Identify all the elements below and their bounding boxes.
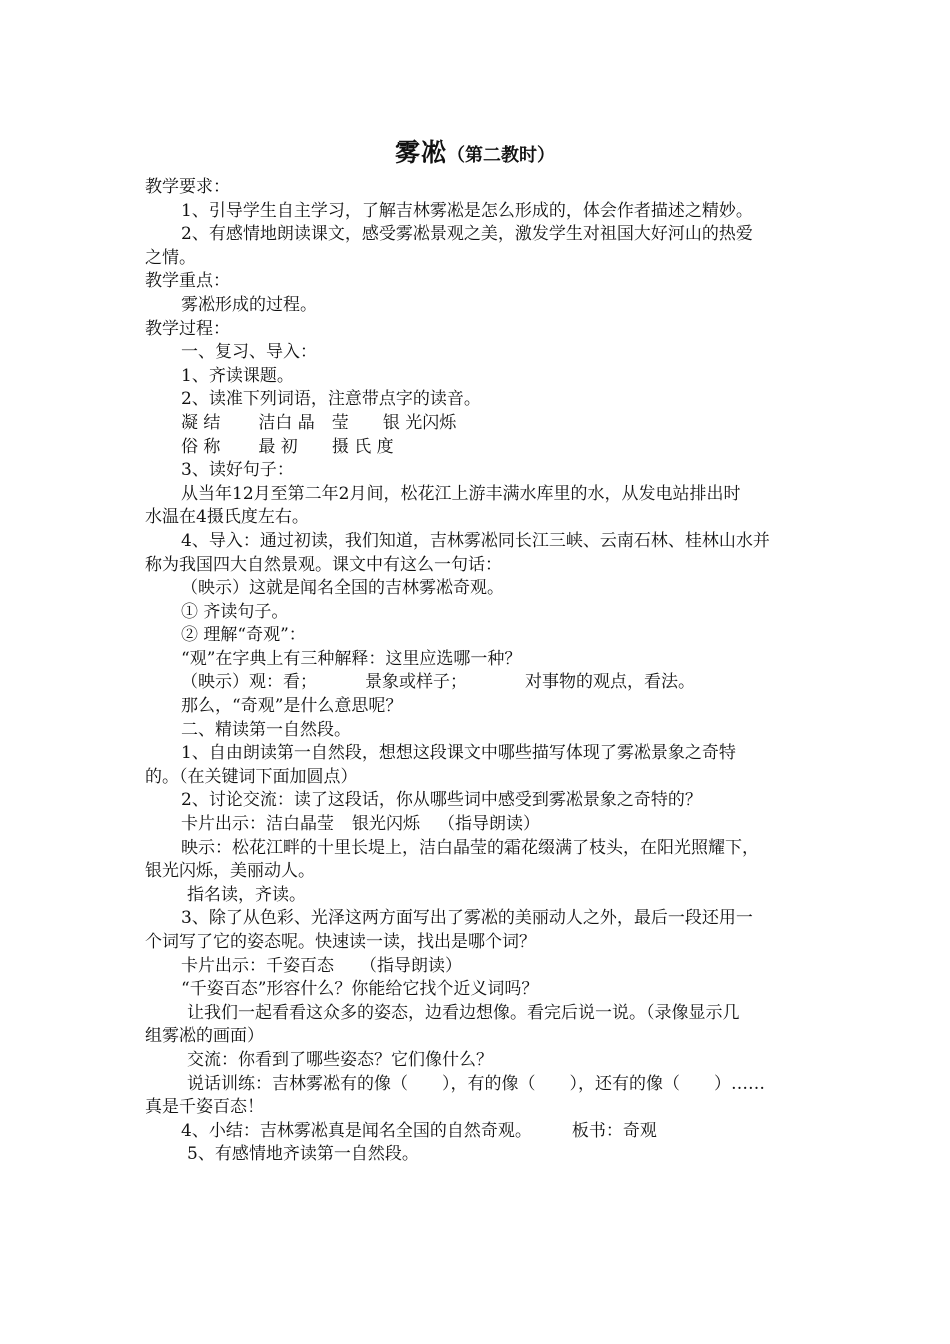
card-note: （指导朗读）	[360, 955, 462, 976]
paragraph: “千姿百态”形容什么？你能给它找个近义词吗？	[181, 979, 539, 1000]
paragraph: 3、除了从色彩、光泽这两方面写出了雾凇的美丽动人之外，最后一段还用一	[181, 908, 753, 929]
paragraph: 雾凇形成的过程。	[181, 294, 317, 315]
word-item: 摄 氏 度	[331, 436, 394, 457]
paragraph: 4、导入：通过初读，我们知道，吉林雾凇同长江三峡、云南石林、桂林山水并	[181, 530, 770, 551]
paragraph: 称为我国四大自然景观。课文中有这么一句话：	[145, 554, 502, 575]
card-row	[145, 813, 813, 837]
word-item: 凝 结	[181, 412, 221, 433]
paragraph: （映示）这就是闻名全国的吉林雾凇奇观。	[181, 578, 504, 599]
summary-text: 4、小结：吉林雾凇真是闻名全国的自然奇观。	[181, 1120, 532, 1141]
speaking-exercise: 说话训练：吉林雾凇有的像（ ），有的像（ ），还有的像（ ）……	[187, 1073, 765, 1094]
meaning-row	[145, 671, 813, 695]
paragraph: 1、齐读课题。	[181, 365, 294, 386]
paragraph: 5、有感情地齐读第一自然段。	[187, 1144, 419, 1165]
meaning-a: 景象或样子；	[365, 672, 467, 693]
paragraph: 二、精读第一自然段。	[181, 719, 351, 740]
board-note: 板书：奇观	[571, 1120, 657, 1141]
word-item: 最 初	[258, 436, 298, 457]
paragraph: 个词写了它的姿态呢。快速读一读，找出是哪个词？	[145, 932, 536, 952]
paragraph: 一、复习、导入：	[181, 342, 317, 363]
paragraph: 银光闪烁，美丽动人。	[145, 861, 315, 882]
paragraph: “观”在字典上有三种解释：这里应选哪一种？	[181, 648, 522, 669]
meaning-b: 对事物的观点，看法。	[525, 672, 695, 693]
card-label: 卡片出示：洁白晶莹	[181, 814, 334, 835]
word-item: 银 光闪烁	[382, 412, 457, 433]
card-word: 银光闪烁	[352, 814, 420, 835]
word-item: 俗 称	[181, 436, 221, 457]
paragraph: 的。（在关键词下面加圆点）	[145, 766, 358, 787]
paragraph: 1、引导学生自主学习，了解吉林雾凇是怎么形成的，体会作者描述之精妙。	[181, 200, 753, 221]
lesson-body	[145, 176, 813, 1167]
paragraph: 1、自由朗读第一自然段，想想这段课文中哪些描写体现了雾凇景象之奇特	[181, 743, 736, 764]
paragraph: 之情。	[145, 247, 196, 268]
word-list-row	[145, 412, 813, 436]
paragraph: ① 齐读句子。	[181, 601, 289, 622]
section-heading: 教学过程：	[145, 318, 230, 339]
word-list-row	[145, 436, 813, 460]
paragraph: 那么，“奇观”是什么意思呢？	[181, 696, 403, 717]
card-note: （指导朗读）	[438, 814, 540, 835]
paragraph: 真是千姿百态！	[145, 1097, 264, 1118]
title-sub: （第二教时）	[447, 145, 555, 166]
meaning-prefix: （映示）观：看；	[181, 672, 317, 693]
paragraph: ② 理解“奇观”：	[181, 625, 306, 646]
card-row	[145, 955, 813, 979]
card-label: 卡片出示：千姿百态	[181, 955, 334, 976]
paragraph: 交流：你看到了哪些姿态？它们像什么？	[187, 1049, 493, 1070]
paragraph: 2、有感情地朗读课文，感受雾凇景观之美，激发学生对祖国大好河山的热爱	[181, 224, 753, 245]
paragraph: 让我们一起看看这众多的姿态，边看边想像。看完后说一说。（录像显示几	[187, 1002, 740, 1023]
section-heading: 教学重点：	[145, 271, 230, 292]
paragraph: 指名读，齐读。	[187, 884, 306, 905]
section-heading: 教学要求：	[145, 177, 230, 197]
paragraph: 组雾凇的画面）	[145, 1026, 264, 1047]
summary-row	[145, 1120, 813, 1144]
title-main: 雾凇	[394, 138, 447, 167]
paragraph: 2、讨论交流：读了这段话，你从哪些词中感受到雾凇景象之奇特的？	[181, 790, 702, 811]
paragraph: 2、读准下列词语，注意带点字的读音。	[181, 389, 481, 410]
paragraph: 水温在4摄氏度左右。	[145, 507, 309, 528]
page-title	[0, 133, 950, 169]
paragraph: 映示：松花江畔的十里长堤上，洁白晶莹的霜花缀满了枝头，在阳光照耀下，	[181, 837, 759, 858]
paragraph: 从当年12月至第二年2月间，松花江上游丰满水库里的水，从发电站排出时	[181, 483, 741, 504]
word-item: 洁白 晶 莹	[258, 412, 349, 433]
paragraph: 3、读好句子：	[181, 460, 294, 481]
